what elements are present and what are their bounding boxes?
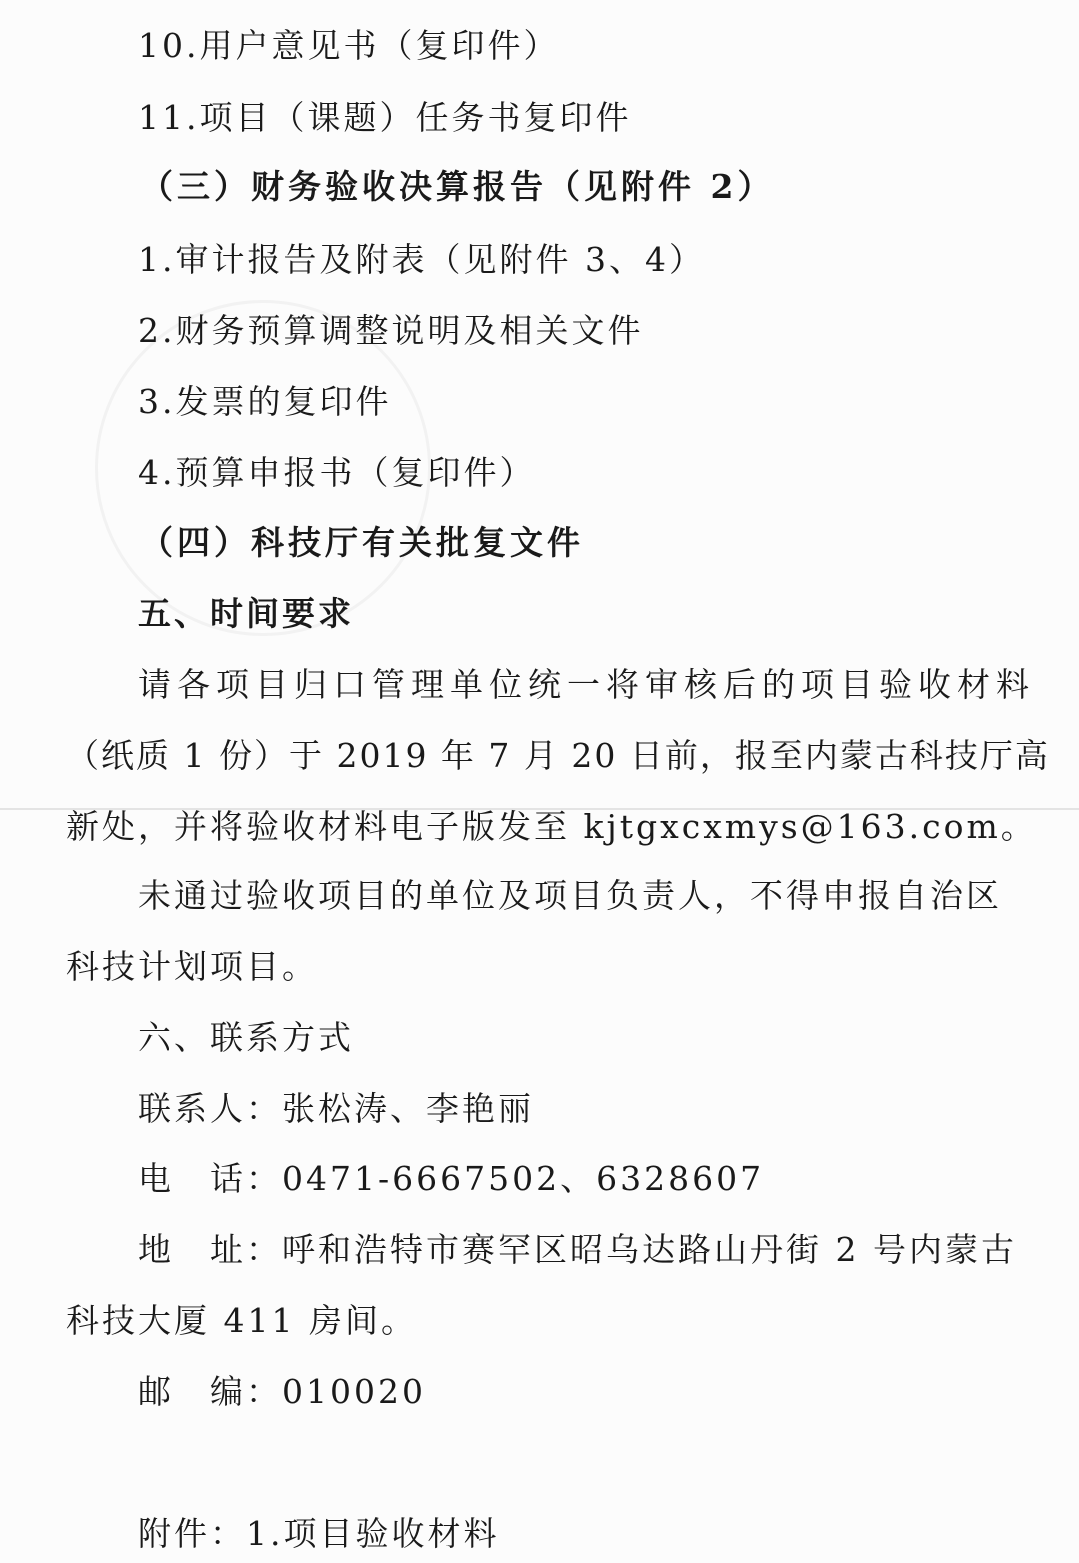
section-heading-time-requirement: 五、时间要求 — [138, 594, 354, 633]
contact-address-line-1: 地 址：呼和浩特市赛罕区昭乌达路山丹街 2 号内蒙古 — [138, 1230, 1017, 1269]
list-item-budget-application: 4.预算申报书（复印件） — [138, 453, 536, 492]
contact-postcode: 邮 编：010020 — [138, 1372, 426, 1411]
contact-phone: 电 话：0471-6667502、6328607 — [138, 1159, 765, 1198]
contact-address-line-2: 科技大厦 411 房间。 — [66, 1301, 417, 1340]
paragraph-failure-line-1: 未通过验收项目的单位及项目负责人，不得申报自治区 — [138, 876, 1002, 915]
attachment-list: 附件：1.项目验收材料 — [138, 1514, 500, 1553]
section-heading-financial-report: （三）财务验收决算报告（见附件 2） — [140, 167, 775, 206]
list-item-budget-adjustment: 2.财务预算调整说明及相关文件 — [138, 311, 644, 350]
paragraph-submission-line-1: 请各项目归口管理单位统一将审核后的项目验收材料 — [138, 665, 1035, 704]
paragraph-failure-line-2: 科技计划项目。 — [66, 947, 318, 986]
paragraph-submission-line-3: 新处，并将验收材料电子版发至 kjtgxcxmys@163.com。 — [66, 807, 1037, 846]
paragraph-submission-line-2: （纸质 1 份）于 2019 年 7 月 20 日前，报至内蒙古科技厅高 — [66, 736, 1050, 775]
list-item-task-book: 11.项目（课题）任务书复印件 — [138, 98, 632, 137]
list-item-user-opinion: 10.用户意见书（复印件） — [138, 26, 560, 65]
section-heading-approval-documents: （四）科技厅有关批复文件 — [140, 523, 584, 562]
contact-person: 联系人：张松涛、李艳丽 — [138, 1089, 534, 1128]
list-item-invoice-copy: 3.发票的复印件 — [138, 382, 392, 421]
list-item-audit-report: 1.审计报告及附表（见附件 3、4） — [138, 240, 705, 279]
section-heading-contact: 六、联系方式 — [138, 1018, 354, 1057]
